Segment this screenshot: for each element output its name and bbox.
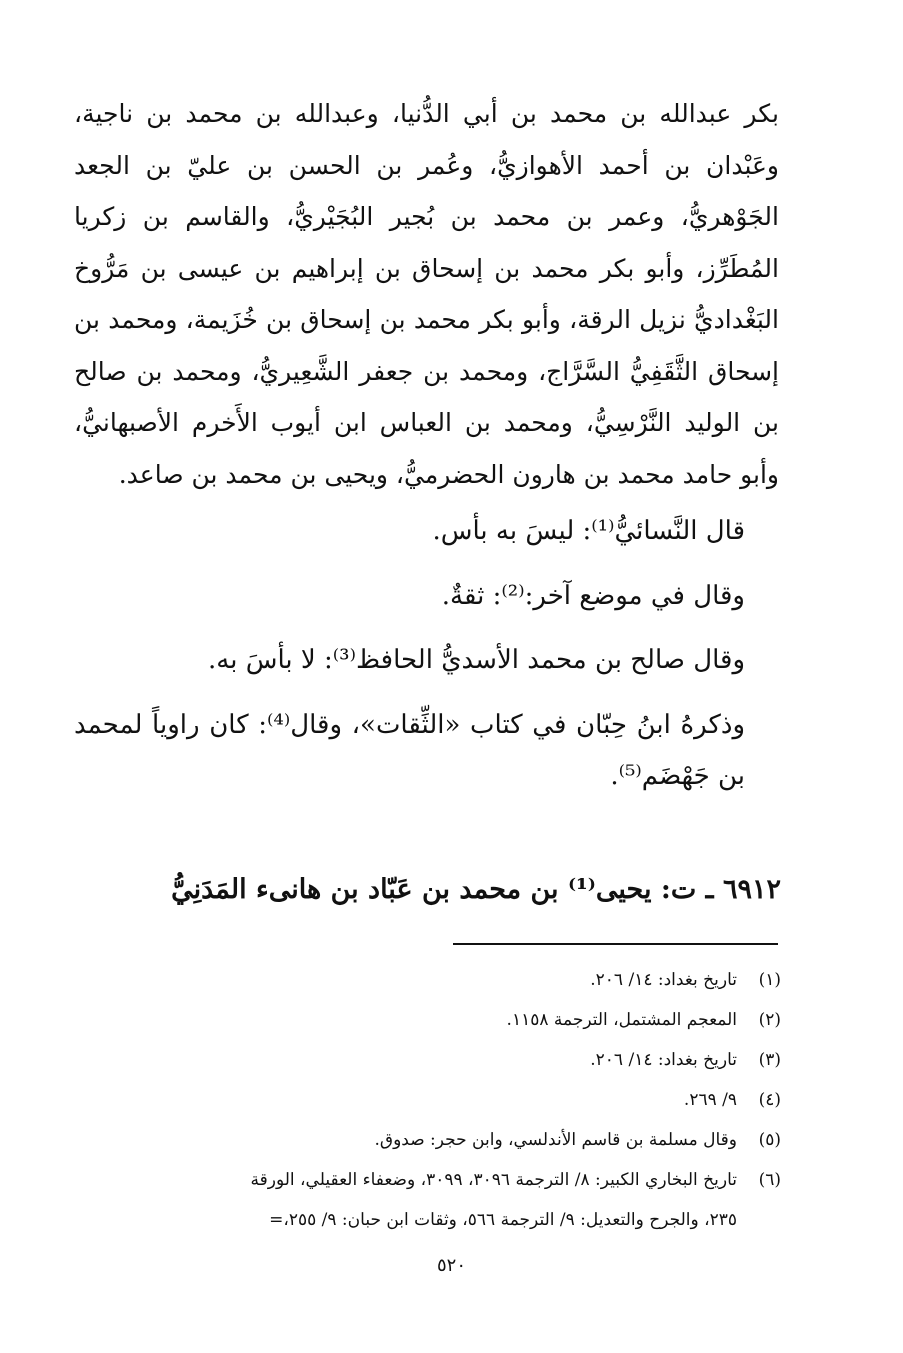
footnote-divider xyxy=(453,943,778,945)
narrators-paragraph: بكر عبدالله بن محمد بن أبي الدُّنيا، وعبدالله بن محمد بن ناجية، وعَبْدان بن أحمد الأهوازيُّ، وعُمر بن الحسن بن عليّ بن الجعد الجَوْهريُّ، وعمر بن محمد بن بُجير البُجَيْريُّ، والقاسم بن زكريا المُطَرِّز، وأبو بكر محمد بن إسحاق بن إبراهيم بن عيسى بن مَرُّوخ البَغْداديُّ نزيل الرقة، وأبو بكر محمد بن إسحاق بن خُزَيمة، ومحمد بن إسحاق الثَّقَفِيُّ السَّرَّاج، ومحمد بن جعفر الشَّعِيريُّ، ومحمد بن صالح بن الوليد النَّرْسِيُّ، ومحمد بن العباس ابن أيوب الأَخرم الأصبهانيُّ، وأبو حامد محمد بن هارون الحضرميُّ، ويحيى بن محمد بن صاعد. xyxy=(74,99,779,489)
footnote-continuation: ٢٣٥، والجرح والتعديل: ٩/ الترجمة ٥٦٦، وثقات ابن حبان: ٩/ ٢٥٥،= xyxy=(269,1210,737,1230)
footnote-text: ٩/ ٢٦٩. xyxy=(683,1090,737,1110)
footnote-number: (١) xyxy=(758,970,781,990)
footnote-number: (٣) xyxy=(758,1050,781,1070)
page-number: ٥٢٠ xyxy=(436,1255,466,1276)
footnote-text: وقال مسلمة بن قاسم الأندلسي، وابن حجر: صدوق. xyxy=(374,1130,737,1150)
footnote xyxy=(70,1120,781,1160)
entry-heading: ٦٩١٢ ـ ت: يحيى⁽¹⁾ بن محمد بن عَبّاد بن هانىء المَدَنِيُّ xyxy=(171,874,781,905)
footnotes xyxy=(70,960,781,1240)
footnote-number: (٤) xyxy=(758,1090,781,1110)
ibn-hibban-quote: وذكرهُ ابنُ حِبّان في كتاب «الثِّقات»، وقال⁽⁴⁾: كان راوياً لمحمد بن جَهْضَم⁽⁵⁾. xyxy=(74,709,746,791)
footnote-number: (٥) xyxy=(758,1130,781,1150)
footnote-text: المعجم المشتمل، الترجمة ١١٥٨. xyxy=(506,1010,737,1030)
footnote xyxy=(70,1080,781,1120)
footnote xyxy=(70,1160,781,1200)
footnote xyxy=(70,1000,781,1040)
footnote-number: (٢) xyxy=(758,1010,781,1030)
footnote-text: تاريخ بغداد: ١٤/ ٢٠٦. xyxy=(590,1050,737,1070)
footnote xyxy=(70,960,781,1000)
footnote-number: (٦) xyxy=(758,1170,781,1190)
nasai-quote: قال النَّسائيُّ⁽¹⁾: ليسَ به بأس. xyxy=(432,516,745,546)
other-place-quote: وقال في موضع آخر:⁽²⁾: ثقةٌ. xyxy=(441,580,745,611)
footnote xyxy=(70,1040,781,1080)
main-text-block xyxy=(74,88,779,803)
footnote-text: تاريخ بغداد: ١٤/ ٢٠٦. xyxy=(590,970,737,990)
footnote-text: تاريخ البخاري الكبير: ٨/ الترجمة ٣٠٩٦، ٣٠٩٩، وضعفاء العقيلي، الورقة xyxy=(250,1170,737,1190)
salih-quote: وقال صالح بن محمد الأسديُّ الحافظ⁽³⁾: لا بأسَ به. xyxy=(208,645,745,675)
